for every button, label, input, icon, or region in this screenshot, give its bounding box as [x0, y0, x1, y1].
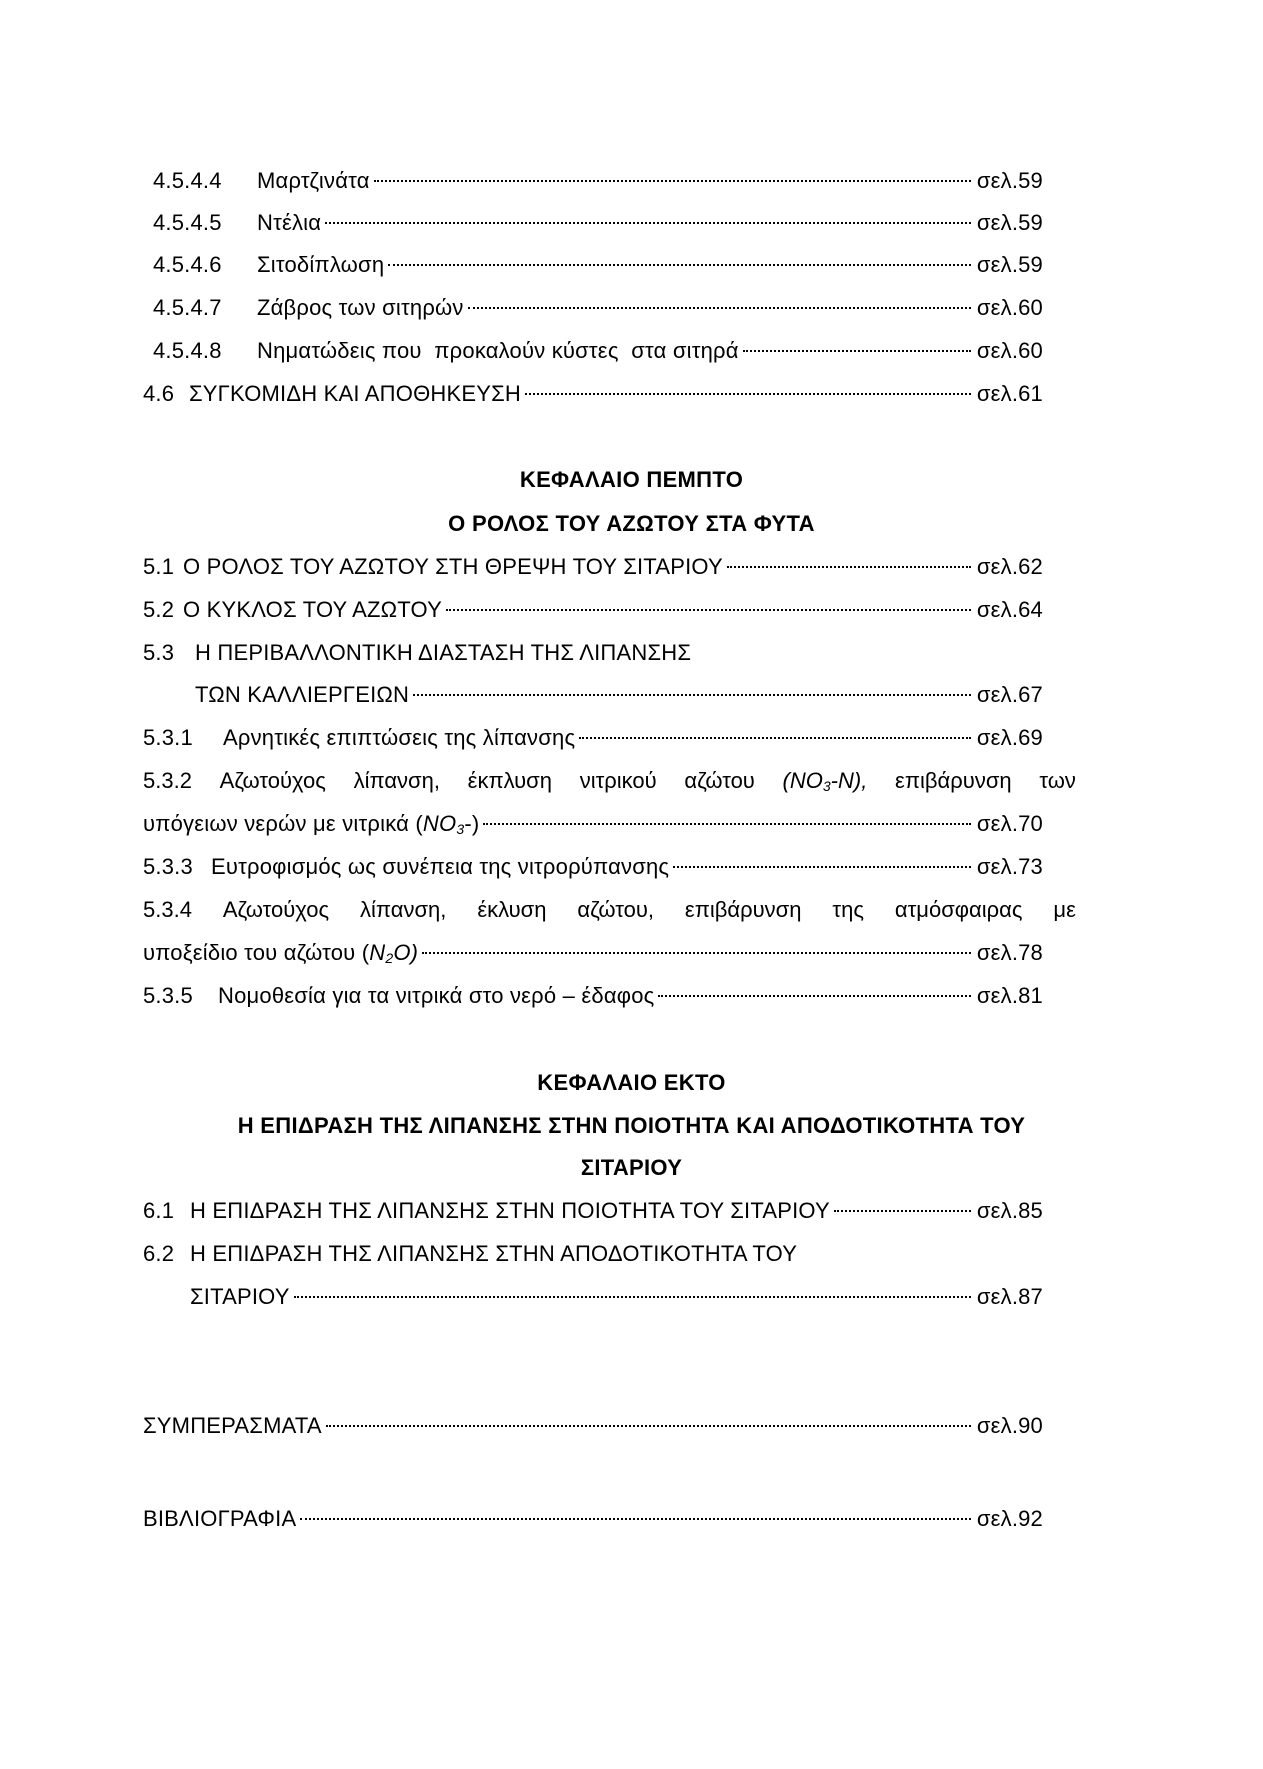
dot-leader — [413, 694, 971, 696]
entry-number: 5.2 — [143, 597, 175, 622]
entry-page: σελ.60 — [976, 295, 1043, 320]
toc-entry — [143, 380, 1043, 408]
toc-entry — [143, 853, 1043, 881]
word: Αζωτούχος — [219, 768, 326, 793]
entry-page: σελ.78 — [976, 940, 1043, 965]
entry-page: σελ.59 — [976, 210, 1043, 235]
dot-leader — [834, 1210, 971, 1212]
entry-page: σελ.87 — [976, 1284, 1043, 1309]
toc-entry — [153, 209, 1043, 237]
entry-number: 5.1 — [143, 554, 175, 579]
word: νιτρικού — [579, 768, 657, 793]
entry-number: 4.5.4.8 — [153, 338, 222, 363]
entry-title: Ζάβρος των σιτηρών — [257, 295, 464, 320]
toc-entry — [153, 251, 1043, 279]
entry-page: σελ.64 — [976, 597, 1043, 622]
entry-number: 5.3.1 — [143, 725, 193, 750]
entry-title: ΣΥΓΚΟΜΙΔΗ ΚΑΙ ΑΠΟΘΗΚΕΥΣΗ — [189, 381, 521, 406]
dot-leader — [374, 180, 971, 182]
entry-number: 6.1 — [143, 1198, 175, 1223]
chapter-title-line2: ΣΙΤΑΡΙΟΥ — [580, 1155, 683, 1180]
dot-leader — [388, 264, 971, 266]
entry-page: σελ.85 — [976, 1198, 1043, 1223]
entry-number: 4.6 — [143, 381, 175, 406]
entry-title: Η ΕΠΙΔΡΑΣΗ ΤΗΣ ΛΙΠΑΝΣΗΣ ΣΤΗΝ ΠΟΙΟΤΗΤΑ ΤΟΥ ΣΙΤΑΡΙΟΥ — [190, 1198, 830, 1223]
entry-page: σελ.60 — [976, 338, 1043, 363]
toc-entry — [143, 810, 1043, 843]
entry-page: σελ.92 — [976, 1506, 1043, 1531]
dot-leader — [422, 952, 971, 954]
title-part: -) — [464, 811, 480, 836]
word: αζώτου, — [577, 897, 654, 922]
dot-leader — [673, 866, 971, 868]
toc-entry — [143, 939, 1043, 972]
formula-subscript: 3 — [822, 778, 831, 794]
formula-part: (NO — [782, 768, 823, 793]
formula-part: O) — [393, 940, 419, 965]
dot-leader — [579, 737, 971, 739]
toc-entry — [143, 724, 1043, 752]
word: λίπανση, — [353, 768, 440, 793]
entry-number: 5.3.3 — [143, 854, 193, 879]
entry-title: ΒΙΒΛΙΟΓΡΑΦΙΑ — [143, 1506, 297, 1531]
entry-page: σελ.81 — [976, 983, 1043, 1008]
entry-title: Σιτοδίπλωση — [257, 252, 385, 277]
word: λίπανση, — [360, 897, 447, 922]
toc-entry — [143, 1412, 1043, 1440]
entry-title: Ευτροφισμός ως συνέπεια της νιτρορύπανσης — [211, 854, 670, 879]
entry-title: Νηματώδεις που προκαλούν κύστες στα σιτηρά — [257, 338, 739, 363]
toc-entry — [195, 681, 1043, 709]
toc-entry — [190, 1283, 1043, 1311]
toc-entry-line1 — [143, 767, 1076, 800]
dot-leader — [300, 1518, 971, 1520]
dot-leader — [468, 307, 971, 309]
toc-entry — [153, 337, 1043, 365]
word: της — [832, 897, 864, 922]
entry-title: Η ΠΕΡΙΒΑΛΛΟΝΤΙΚΗ ΔΙΑΣΤΑΣΗ ΤΗΣ ΛΙΠΑΝΣΗΣ — [195, 640, 692, 665]
dot-leader — [326, 1425, 971, 1427]
word: των — [1039, 768, 1076, 793]
dot-leader — [483, 823, 970, 825]
word: αζώτου — [684, 768, 755, 793]
entry-number: 5.3.2 — [143, 768, 192, 793]
entry-title: Αρνητικές επιπτώσεις της λίπανσης — [223, 725, 576, 750]
entry-title: Μαρτζινάτα — [257, 168, 370, 193]
toc-entry — [143, 982, 1043, 1010]
entry-title: Ο ΡΟΛΟΣ ΤΟΥ ΑΖΩΤΟΥ ΣΤΗ ΘΡΕΨΗ ΤΟΥ ΣΙΤΑΡΙΟΥ — [183, 554, 723, 579]
toc-entry — [153, 294, 1043, 322]
chapter-label: ΚΕΦΑΛΑΙΟ ΠΕΜΠΤΟ — [519, 467, 744, 492]
entry-page: σελ.70 — [976, 811, 1043, 836]
toc-entry — [143, 1197, 1043, 1225]
chapter-label: ΚΕΦΑΛΑΙΟ ΕΚΤΟ — [537, 1070, 726, 1095]
entry-number: 5.3.4 — [143, 897, 192, 922]
entry-number: 4.5.4.6 — [153, 252, 222, 277]
word: Αζωτούχος — [222, 897, 330, 922]
dot-leader — [743, 350, 971, 352]
entry-page: σελ.62 — [976, 554, 1043, 579]
entry-title: ΣΙΤΑΡΙΟΥ — [190, 1284, 290, 1309]
title-part: υπόγειων νερών με νιτρικά ( — [143, 811, 423, 836]
entry-title — [143, 939, 418, 972]
entry-page: σελ.69 — [976, 725, 1043, 750]
word: έκλυση — [477, 897, 547, 922]
chemical-formula — [783, 767, 868, 800]
entry-number: 6.2 — [143, 1241, 175, 1266]
entry-page: σελ.59 — [976, 252, 1043, 277]
dot-leader — [446, 609, 971, 611]
chapter-title: Η ΕΠΙΔΡΑΣΗ ΤΗΣ ΛΙΠΑΝΣΗΣ ΣΤΗΝ ΠΟΙΟΤΗΤΑ ΚΑΙ ΑΠΟΔΟΤΙΚΟΤΗΤΑ ΤΟΥ — [237, 1113, 1026, 1138]
word: έκπλυση — [467, 768, 552, 793]
dot-leader — [658, 995, 970, 997]
toc-entry — [143, 596, 1043, 624]
entry-page: σελ.59 — [976, 168, 1043, 193]
entry-title: Νομοθεσία για τα νιτρικά στο νερό – έδαφος — [218, 983, 655, 1008]
entry-page: σελ.61 — [976, 381, 1043, 406]
entry-page: σελ.90 — [976, 1413, 1043, 1438]
dot-leader — [294, 1296, 971, 1298]
word: επιβάρυνση — [684, 897, 802, 922]
toc-entry — [143, 1505, 1043, 1533]
entry-number: 4.5.4.7 — [153, 295, 222, 320]
entry-title: Ντέλια — [257, 210, 322, 235]
entry-title — [143, 810, 479, 843]
toc-entry-line1 — [143, 639, 691, 667]
entry-number: 4.5.4.5 — [153, 210, 222, 235]
title-part: υποξείδιο του αζώτου ( — [143, 940, 370, 965]
toc-entry — [143, 553, 1043, 581]
entry-number: 5.3.5 — [143, 983, 193, 1008]
formula-subscript: 3 — [456, 821, 465, 837]
word: επιβάρυνση — [895, 768, 1012, 793]
dot-leader — [727, 566, 971, 568]
entry-title: Ο ΚΥΚΛΟΣ ΤΟΥ ΑΖΩΤΟΥ — [183, 597, 443, 622]
formula-part: N — [369, 940, 386, 965]
word: ατμόσφαιρας — [894, 897, 1023, 922]
dot-leader — [525, 393, 971, 395]
word: με — [1053, 897, 1076, 922]
entry-page: σελ.67 — [976, 682, 1043, 707]
chapter-title: Ο ΡΟΛΟΣ ΤΟΥ ΑΖΩΤΟΥ ΣΤΑ ΦΥΤΑ — [448, 511, 815, 536]
entry-number: 5.3 — [143, 640, 175, 665]
formula-part: -N), — [830, 768, 868, 793]
entry-title: Η ΕΠΙΔΡΑΣΗ ΤΗΣ ΛΙΠΑΝΣΗΣ ΣΤΗΝ ΑΠΟΔΟΤΙΚΟΤΗΤΑ ΤΟΥ — [190, 1241, 798, 1266]
toc-entry-line1 — [143, 1240, 797, 1268]
formula-part: NO — [422, 811, 457, 836]
formula-subscript: 2 — [385, 950, 394, 966]
entry-title: ΣΥΜΠΕΡΑΣΜΑΤΑ — [143, 1413, 322, 1438]
entry-number: 4.5.4.4 — [153, 168, 222, 193]
entry-title: ΤΩΝ ΚΑΛΛΙΕΡΓΕΙΩΝ — [195, 682, 410, 707]
toc-entry-line1 — [143, 896, 1076, 924]
toc-entry — [153, 167, 1043, 195]
dot-leader — [325, 222, 971, 224]
entry-page: σελ.73 — [976, 854, 1043, 879]
